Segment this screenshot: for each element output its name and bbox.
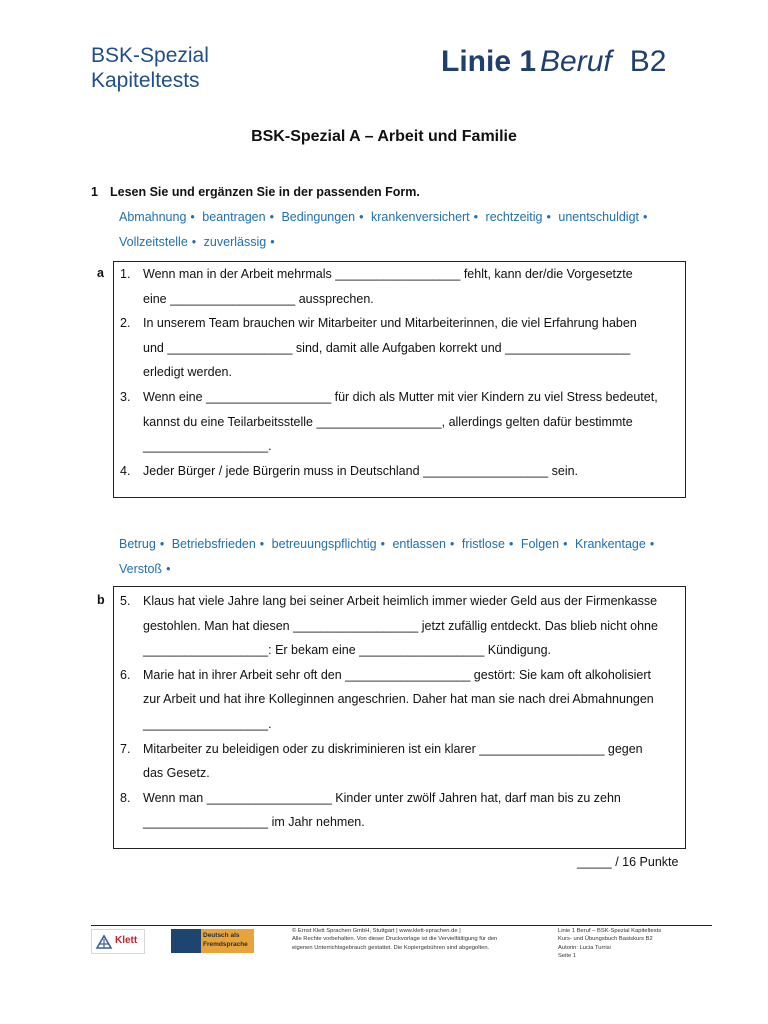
exercise-text (143, 786, 681, 835)
task-number: 1 (91, 185, 98, 199)
exercise-number: 1. (120, 267, 131, 281)
word-bank-item: Krankentage (574, 537, 646, 551)
exercise-line: __________________. (143, 716, 272, 731)
exercise-line: __________________: Er bekam eine __________________ Kündigung. (143, 643, 552, 658)
task-instruction: Lesen Sie und ergänzen Sie in der passenden Form. (110, 185, 420, 199)
footer-line: Seite 1 (558, 953, 577, 960)
footer-line: Kurs- und Übungsbuch Basiskurs B2 (558, 936, 653, 943)
word-bank-item: Bedingungen (281, 210, 356, 224)
exercise-line: zur Arbeit und hat ihre Kolleginnen angeschrien. Daher hat man sie nach drei Abmahnungen (143, 692, 654, 707)
word-bank-separator: • (563, 537, 568, 551)
exercise-text (143, 459, 681, 484)
exercise-line: In unserem Team brauchen wir Mitarbeiter und Mitarbeiterinnen, die viel Erfahrung haben (143, 316, 637, 331)
word-bank-item: zuverlässig (203, 235, 267, 249)
brand-linie: Linie 1 (441, 45, 537, 78)
exercise-number: 5. (120, 594, 131, 608)
exercise-number: 2. (120, 316, 131, 331)
page-title: BSK-Spezial A – Arbeit und Familie (251, 128, 517, 145)
word-bank-item: unentschuldigt (558, 210, 640, 224)
exercise-number: 7. (120, 741, 131, 756)
word-bank-item: Betriebsfrieden (171, 537, 256, 551)
word-bank-separator: • (450, 537, 455, 551)
exercise-line: __________________. (143, 439, 272, 454)
word-bank-separator: • (270, 235, 275, 249)
exercise-line: Mitarbeiter zu beleidigen oder zu diskriminieren ist ein klarer __________________ gegen (143, 741, 643, 756)
footer-meta (558, 927, 718, 961)
word-bank-a (119, 205, 679, 255)
word-bank-item: Betrug (119, 537, 156, 551)
exercise-line: und __________________ sind, damit alle Aufgaben korrekt und __________________ (143, 340, 631, 355)
word-bank-separator: • (380, 537, 385, 551)
exercise-number: 4. (120, 463, 131, 478)
exercise-line: gestohlen. Man hat diesen __________________ jetzt zufällig entdeckt. Das blieb nicht ohne (143, 618, 658, 633)
daf-logo-text (203, 931, 248, 949)
exercise-number: 6. (120, 667, 131, 682)
word-bank-item: Vollzeitstelle (119, 235, 188, 249)
footer-line: Linie 1 Beruf – BSK-Spezial Kapiteltests (558, 928, 662, 934)
footer-line: Autorin: Lucia Turrisi (558, 944, 611, 951)
klett-logo (91, 929, 145, 954)
series-title-line2: Kapiteltests (91, 69, 200, 92)
footer-line: eigenen Unterrichtsgebrauch gestattet. Die Kopiergebühren sind abgegolten. (292, 944, 490, 951)
footer-divider (91, 925, 712, 926)
series-title-line1: BSK-Spezial (91, 44, 209, 67)
exercise-text (143, 311, 681, 385)
series-title (91, 43, 209, 93)
word-bank-item: fristlose (461, 537, 505, 551)
word-bank-item: Verstoß (119, 562, 163, 576)
exercise-number: 8. (120, 790, 131, 805)
word-bank-separator: • (269, 210, 274, 224)
word-bank-item: krankenversichert (371, 210, 470, 224)
exercise-text (143, 663, 681, 737)
word-bank-separator: • (508, 537, 514, 551)
exercise-text (143, 385, 681, 459)
exercise-text (143, 737, 681, 786)
section-letter-b: b (97, 593, 105, 607)
exercise-line: Klaus hat viele Jahre lang bei seiner Arbeit heimlich immer wieder Geld aus der Firmenkasse (143, 594, 658, 608)
exercise-line: __________________ im Jahr nehmen. (143, 815, 365, 830)
exercise-line: kannst du eine Teilarbeitsstelle __________________, allerdings gelten dafür bestimmte (143, 414, 633, 429)
exercise-line: Wenn man __________________ Kinder unter zwölf Jahren hat, darf man bis zu zehn (143, 790, 621, 805)
brand-level: B2 (629, 45, 667, 78)
points-score: _____ / 16 Punkte (577, 855, 679, 869)
word-bank-item: betreuungspflichtig (271, 537, 377, 551)
exercise-line: Jeder Bürger / jede Bürgerin muss in Deutschland __________________ sein. (143, 463, 579, 478)
brand-beruf: Beruf (540, 45, 612, 78)
word-bank-separator: • (159, 537, 165, 551)
klett-logo-icon (95, 934, 113, 950)
word-bank-item: rechtzeitig (485, 210, 543, 224)
word-bank-item: Abmahnung (119, 210, 187, 224)
exercise-text (143, 262, 681, 311)
exercise-line: das Gesetz. (143, 766, 210, 781)
daf-logo-line2: Fremdsprache (203, 941, 248, 948)
exercise-line: Wenn eine __________________ für dich als Mutter mit vier Kindern zu viel Stress bedeutet, (143, 390, 658, 404)
word-bank-item: Folgen (520, 537, 560, 551)
footer-line: © Ernst Klett Sprachen GmbH, Stuttgart | www.klett-sprachen.de | (292, 928, 461, 934)
word-bank-separator: • (546, 210, 551, 224)
brand-logo (441, 42, 666, 82)
daf-logo-line1: Deutsch als (203, 932, 240, 939)
exercise-line: eine __________________ aussprechen. (143, 291, 374, 306)
footer-copyright (292, 927, 547, 952)
word-bank-separator: • (166, 562, 171, 576)
footer-line: Alle Rechte vorbehalten. Von dieser Druckvorlage ist die Vervielfältigung für den (292, 936, 498, 943)
daf-logo (171, 929, 254, 953)
exercise-line: Marie hat in ihrer Arbeit sehr oft den __________________ gestört: Sie kam oft alkoholisiert (143, 667, 651, 682)
word-bank-separator: • (191, 235, 197, 249)
word-bank-separator: • (643, 210, 648, 224)
exercise-box-b (113, 586, 686, 849)
exercise-number: 3. (120, 390, 131, 404)
section-letter-a: a (97, 266, 104, 280)
klett-logo-text: Klett (115, 935, 138, 946)
exercise-line: Wenn man in der Arbeit mehrmals __________________ fehlt, kann der/die Vorgesetzte (143, 267, 633, 281)
word-bank-separator: • (359, 210, 364, 224)
word-bank-separator: • (649, 537, 655, 551)
word-bank-item: beantragen (202, 210, 266, 224)
word-bank-separator: • (259, 537, 265, 551)
exercise-text (143, 589, 681, 663)
word-bank-b (119, 532, 679, 582)
word-bank-separator: • (473, 210, 479, 224)
exercise-line: erledigt werden. (143, 365, 232, 380)
exercise-box-a (113, 261, 686, 498)
word-bank-item: entlassen (392, 537, 446, 551)
word-bank-separator: • (190, 210, 195, 224)
